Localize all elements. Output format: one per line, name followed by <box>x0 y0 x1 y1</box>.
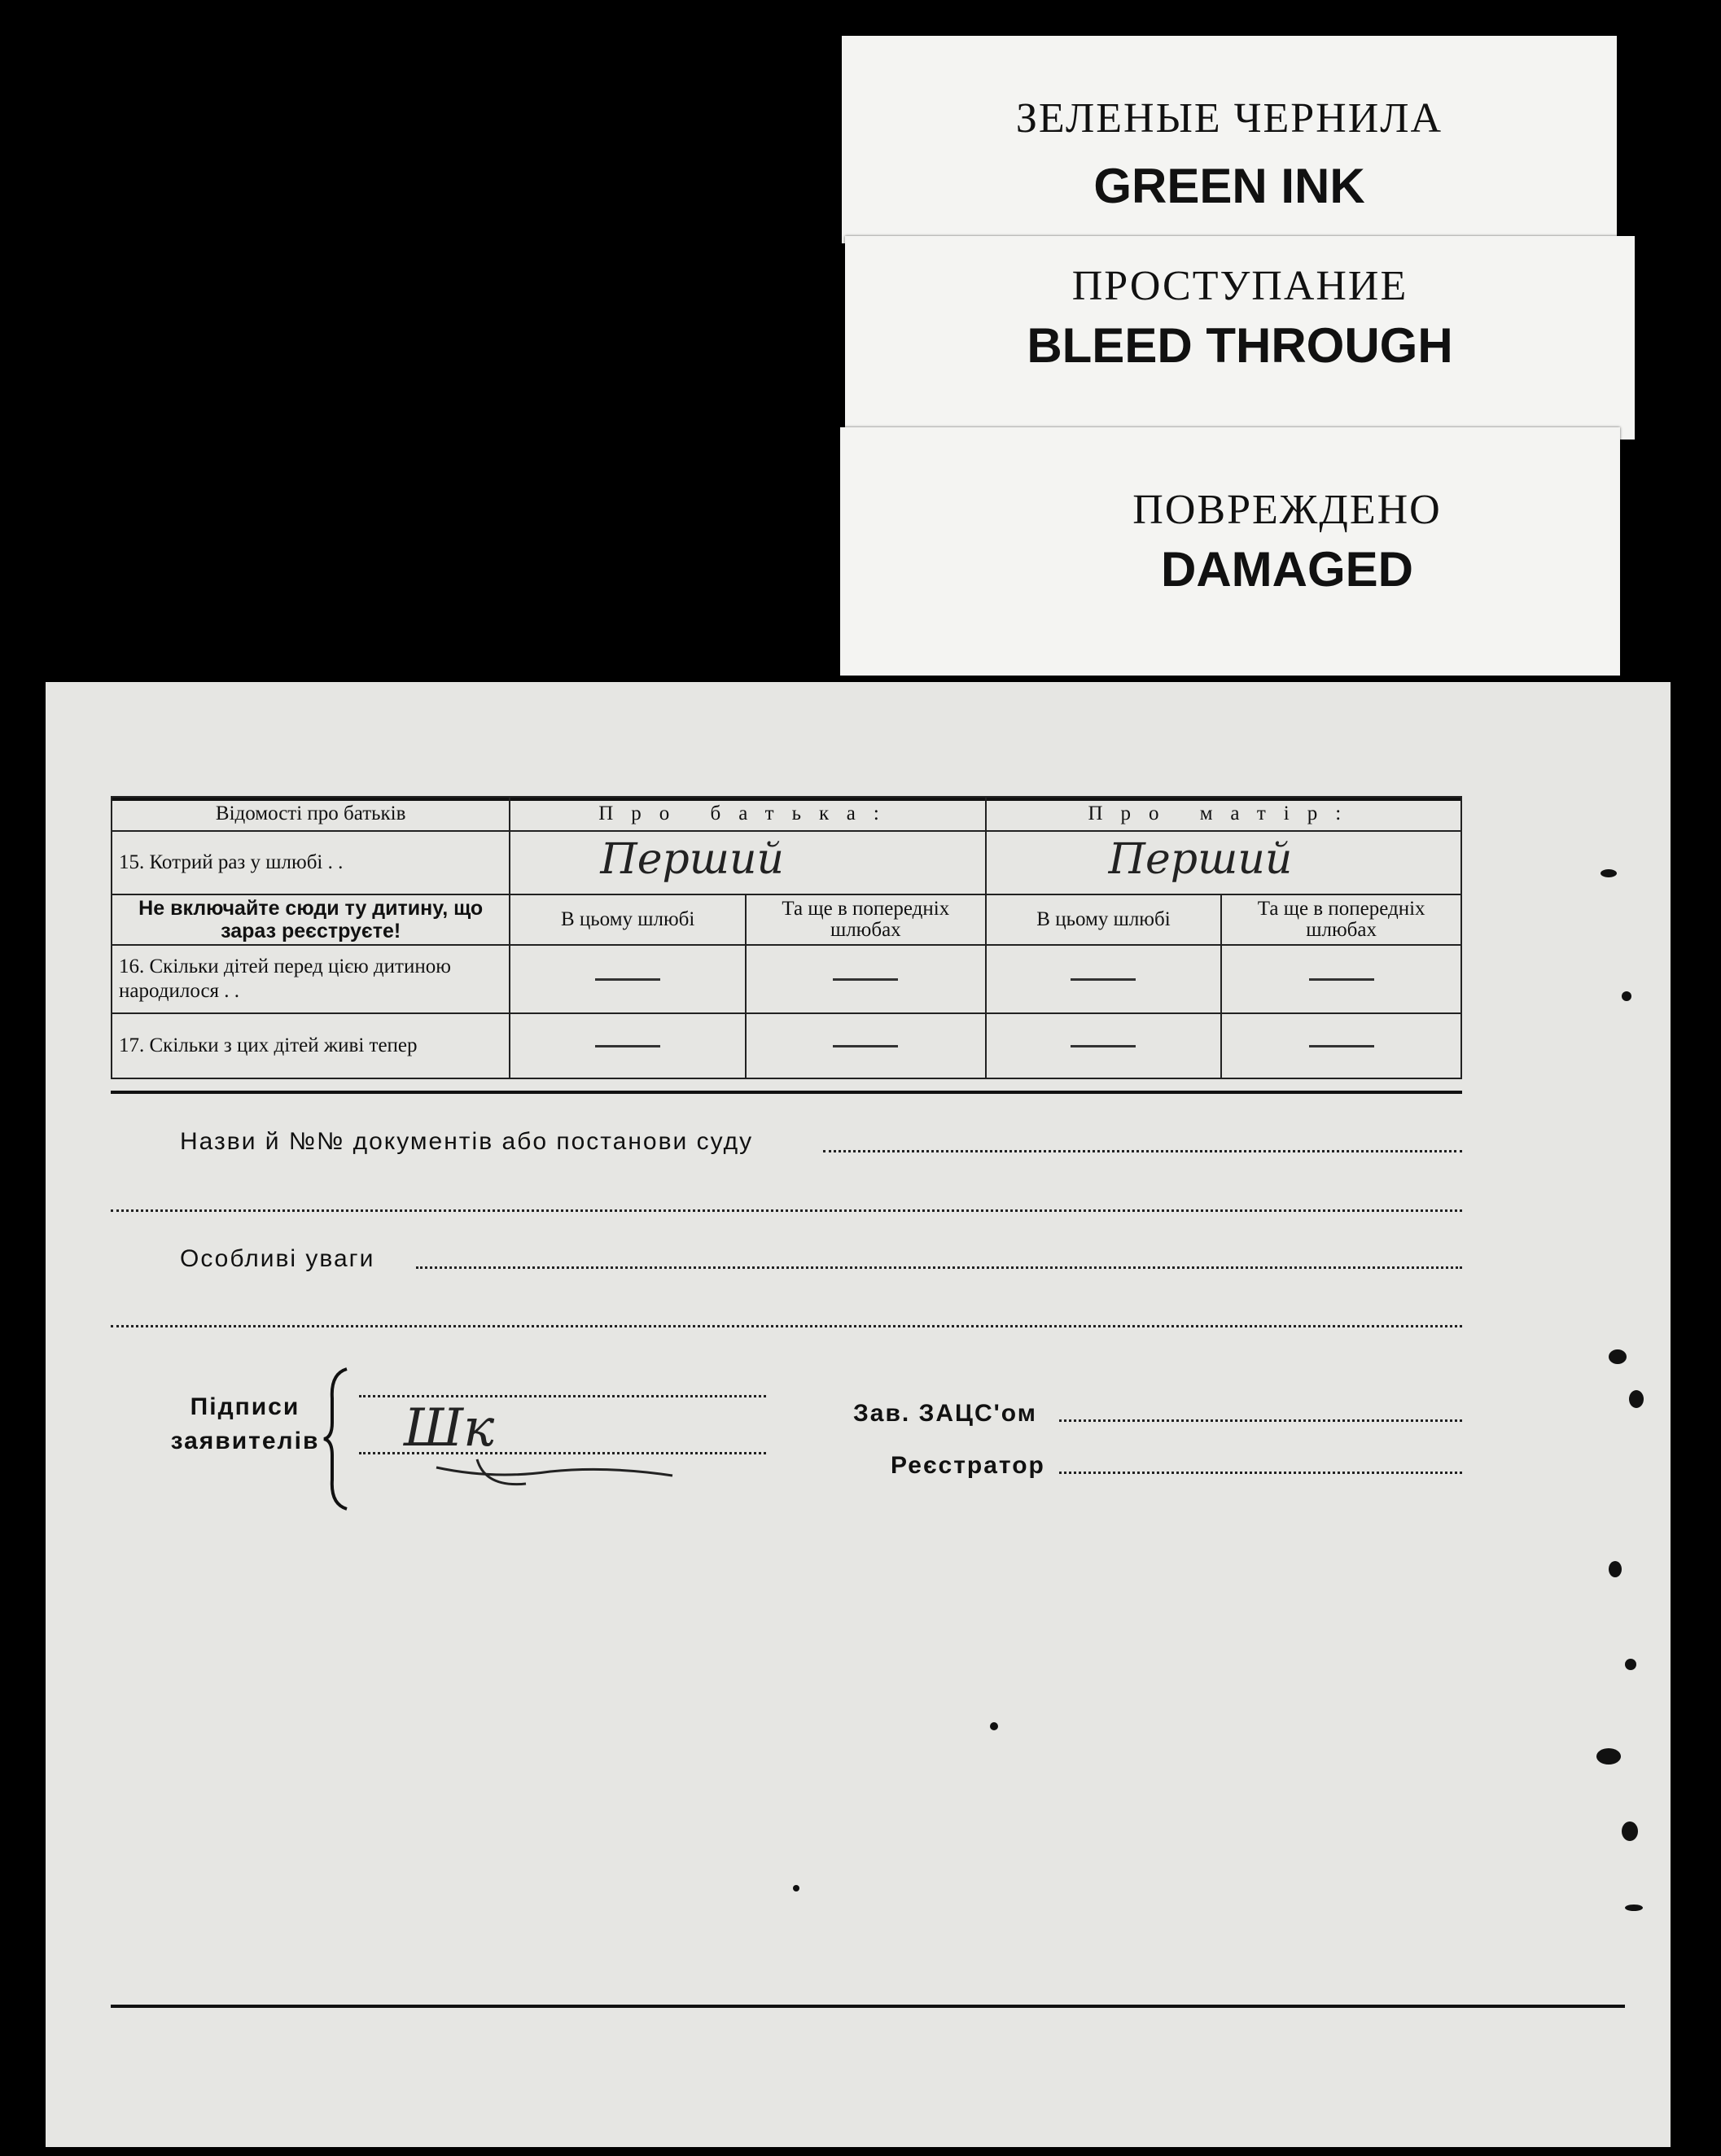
documents-line-2 <box>111 1209 1462 1212</box>
damaged-card <box>840 427 1620 676</box>
registrar-line <box>1059 1472 1462 1474</box>
green-ink-en: GREEN INK <box>1093 159 1365 213</box>
remarks-label: Особливі уваги <box>180 1245 375 1272</box>
dash-mark <box>833 1045 898 1047</box>
damage-mark <box>1622 991 1631 1001</box>
row16-c2 <box>746 945 986 1013</box>
row15-father-cell <box>510 831 985 894</box>
dash-mark <box>833 978 898 981</box>
row15-father-value: Перший <box>600 835 784 884</box>
handwritten-signature: Шк <box>404 1398 495 1458</box>
row15-mother-value: Перший <box>1108 835 1293 884</box>
remarks-line-2 <box>111 1325 1462 1327</box>
bleed-through-ru: ПРОСТУПАНИЕ <box>1071 263 1408 309</box>
signature-line-1 <box>359 1395 766 1397</box>
row17-label: 17. Скільки з цих дітей живі тепер <box>112 1013 510 1078</box>
exclude-child-note: Не включайте сюди ту дитину, що зараз реєструєте! <box>112 894 510 945</box>
dash-mark <box>595 1045 660 1047</box>
signatures-label: Підписи заявителів <box>170 1393 320 1454</box>
damage-mark <box>1625 1905 1643 1911</box>
damage-mark <box>1609 1349 1627 1364</box>
sub-mother-this: В цьому шлюбі <box>986 894 1222 945</box>
row16-c4 <box>1221 945 1461 1013</box>
damage-mark <box>990 1722 998 1730</box>
header-mother: Про матір: <box>986 797 1461 831</box>
damage-mark <box>1596 1748 1621 1765</box>
sub-mother-prev: Та ще в попередніх шлюбах <box>1221 894 1461 945</box>
signature-flourish <box>428 1443 689 1492</box>
table-bottom-rule <box>111 1091 1462 1094</box>
row17-c4 <box>1221 1013 1461 1078</box>
damaged-en: DAMAGED <box>1161 542 1413 597</box>
row17-c3 <box>986 1013 1222 1078</box>
documents-line <box>823 1150 1462 1152</box>
brace-icon <box>322 1366 355 1512</box>
damage-mark <box>1625 1659 1636 1670</box>
bottom-rule <box>111 2005 1625 2008</box>
header-parents: Відомості про батьків <box>112 797 510 831</box>
green-ink-ru: ЗЕЛЕНЫЕ ЧЕРНИЛА <box>1015 95 1443 142</box>
head-line <box>1059 1419 1462 1422</box>
dash-mark <box>1071 1045 1136 1047</box>
damage-mark <box>1601 869 1617 877</box>
row17-c2 <box>746 1013 986 1078</box>
bleed-through-card <box>845 236 1635 440</box>
documents-label: Назви й №№ документів або постанови суду <box>180 1128 754 1155</box>
damage-mark <box>1622 1821 1638 1841</box>
bleed-through-en: BLEED THROUGH <box>1027 318 1453 373</box>
document-page <box>46 682 1671 2147</box>
damaged-ru: ПОВРЕЖДЕНО <box>1132 487 1442 533</box>
damage-mark <box>793 1885 799 1891</box>
remarks-line <box>416 1266 1462 1269</box>
sub-father-prev: Та ще в попередніх шлюбах <box>746 894 986 945</box>
head-label: Зав. ЗАЦС'ом <box>853 1400 1037 1427</box>
row15-mother-cell <box>986 831 1461 894</box>
parents-info-table <box>111 796 1462 1079</box>
row17-c1 <box>510 1013 746 1078</box>
registrar-label: Реєстратор <box>891 1452 1045 1479</box>
row15-label: 15. Котрий раз у шлюбі . . <box>112 831 510 894</box>
row16-c1 <box>510 945 746 1013</box>
damage-mark <box>1629 1390 1644 1408</box>
dash-mark <box>595 978 660 981</box>
row16-label: 16. Скільки дітей перед цією дитиною народилося . . <box>112 945 510 1013</box>
dash-mark <box>1071 978 1136 981</box>
green-ink-card <box>842 36 1617 243</box>
sub-father-this: В цьому шлюбі <box>510 894 746 945</box>
dash-mark <box>1309 978 1374 981</box>
damage-mark <box>1609 1561 1622 1577</box>
dash-mark <box>1309 1045 1374 1047</box>
header-father: Про батька: <box>510 797 985 831</box>
row16-c3 <box>986 945 1222 1013</box>
